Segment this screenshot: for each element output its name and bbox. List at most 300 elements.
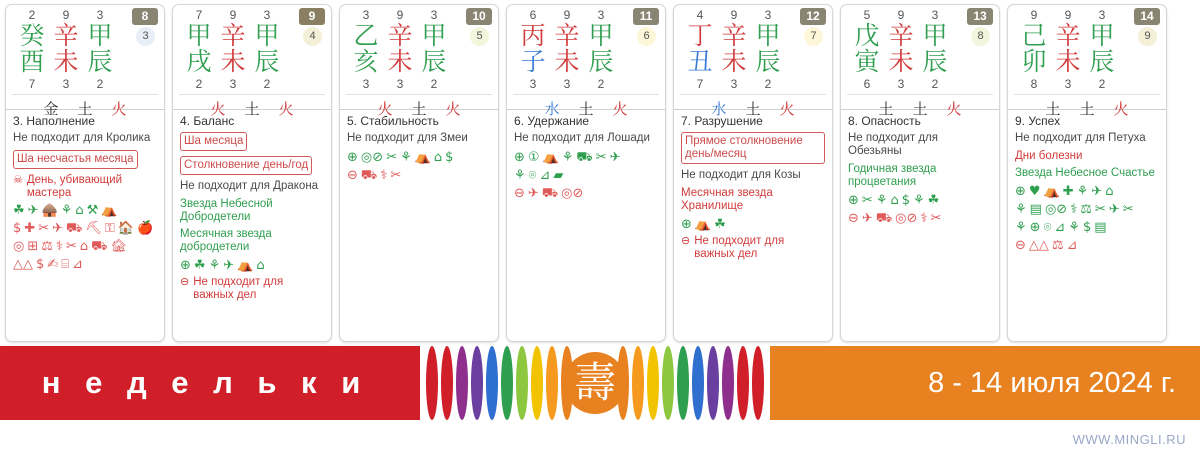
card-body — [173, 110, 331, 309]
activity-icon: ⊕ — [347, 150, 358, 165]
card-body — [841, 110, 999, 233]
activity-icon: ✚ — [24, 221, 36, 236]
activity-icon: ⚖ — [1051, 238, 1064, 253]
activity-icon: ◎⊘ — [360, 150, 384, 165]
activity-icon: 🏚 — [110, 239, 127, 254]
activity-icon: ⛺ — [101, 203, 118, 218]
activity-icon: ✂ — [595, 150, 607, 165]
activity-icon: ⊖ — [848, 211, 859, 226]
elements-row — [847, 95, 993, 123]
card-body — [507, 110, 665, 208]
activity-icon: 🍎 — [136, 221, 154, 236]
day-card[interactable] — [840, 4, 1000, 342]
activity-icon: ⛟ — [91, 239, 108, 254]
rainbow-stripe — [752, 346, 764, 420]
forbidden-icon: ⊖ — [180, 276, 190, 288]
bottom-numbers: 3 3 2 — [362, 77, 438, 91]
warning-box: Прямое столкновение день/месяц — [681, 132, 825, 164]
activity-icon: ⚘ — [208, 258, 221, 273]
element-glyph: 土 — [1045, 100, 1061, 118]
activity-icon: ⛟ — [576, 150, 593, 165]
star-number-circle: 3 — [136, 27, 155, 46]
element-glyph: 土 — [878, 100, 894, 118]
branch-glyph: 辰 — [755, 47, 781, 76]
rainbow-stripe — [677, 346, 689, 420]
activity-icon: ☘ — [13, 203, 25, 218]
activity-icon: ⌂ — [79, 239, 89, 254]
activity-icon: ✈ — [861, 211, 873, 226]
star-number-circle: 8 — [971, 27, 990, 46]
stem-glyph: 甲 — [588, 21, 614, 50]
card-header — [507, 5, 665, 118]
activity-icon: ☘ — [927, 193, 940, 208]
activity-icon: ⚘ — [400, 150, 412, 165]
note-text: Не подходит для Лошади — [514, 132, 650, 144]
activity-icon: ⚘ — [1015, 220, 1027, 235]
activity-icon: ⌂ — [75, 203, 84, 218]
activity-icon: $ — [901, 193, 911, 208]
activity-icon: ⊿ — [72, 257, 83, 272]
green-note: Звезда Небесное Счастье — [1015, 167, 1155, 179]
stem-glyph: 辛 — [220, 21, 246, 50]
activity-icon: ✂ — [386, 150, 398, 165]
element-glyph: 火 — [111, 100, 127, 118]
note-text: Не подходит для Дракона — [180, 180, 319, 192]
stem-glyph: 甲 — [186, 21, 212, 50]
activity-icon: ✍ — [47, 257, 59, 272]
marked-note — [180, 276, 324, 302]
activity-icon: ⛟ — [66, 221, 83, 236]
marked-note — [681, 235, 825, 261]
stem-glyph: 辛 — [387, 21, 413, 50]
activity-icon: ✈ — [527, 186, 539, 201]
activity-icon: ⊿ — [1066, 238, 1078, 253]
top-numbers: 7 9 3 — [195, 8, 271, 22]
activity-icon: ⛺ — [414, 150, 431, 165]
activity-icon: ☘ — [193, 258, 206, 273]
activity-icon: ⚘ — [514, 168, 526, 183]
earthly-branches — [1014, 48, 1160, 76]
branch-glyph: 未 — [220, 47, 246, 76]
activity-icon: ⚕ — [380, 168, 388, 183]
element-glyph: 火 — [377, 100, 393, 118]
element-glyph: 火 — [1113, 100, 1129, 118]
star-number-circle: 7 — [804, 27, 823, 46]
stem-glyph: 癸 — [19, 21, 45, 50]
card-title: 6. Удержание — [514, 114, 590, 128]
activity-icon: ⛟ — [541, 186, 559, 201]
footer-title: н е д е л ь к и — [0, 346, 420, 420]
activity-icon: ⌾ — [528, 168, 537, 183]
activity-icon: ⚕ — [1070, 202, 1078, 217]
forbidden-activity-icons — [848, 211, 992, 226]
activity-icon: ⊕ — [1015, 184, 1026, 199]
warning-box: Ша месяца — [180, 132, 247, 151]
element-glyph: 火 — [612, 100, 628, 118]
stem-glyph: 辛 — [554, 21, 580, 50]
activity-icon: $ — [36, 257, 45, 272]
activity-icon: ⚘ — [1068, 220, 1080, 235]
activity-icon: 🏠 — [117, 221, 134, 236]
branch-glyph: 丑 — [687, 47, 713, 76]
activity-icon: ⚘ — [561, 150, 574, 165]
activity-icon: ✂ — [1094, 202, 1106, 217]
activity-icon: ⊿ — [1054, 220, 1066, 235]
earthly-branches — [12, 48, 158, 76]
card-header — [841, 5, 999, 118]
rainbow-stripe — [632, 346, 644, 420]
branch-glyph: 辰 — [87, 47, 113, 76]
top-numbers: 2 9 3 — [28, 8, 104, 22]
elements-row — [179, 95, 325, 123]
card-body — [6, 110, 164, 279]
activity-icon: ⊕ — [1029, 220, 1041, 235]
day-number-badge: 13 — [967, 8, 993, 25]
rainbow-stripe — [486, 346, 498, 420]
allowed-activity-icons — [1015, 202, 1159, 217]
elements-row — [346, 95, 492, 123]
activity-icon: ▤ — [1029, 202, 1042, 217]
forbidden-icon: ⊖ — [1015, 238, 1026, 253]
day-card[interactable] — [172, 4, 332, 342]
activity-icon: ⚘ — [1015, 202, 1027, 217]
activity-icon: ⚘ — [60, 203, 73, 218]
activity-icon: △△ — [1028, 238, 1049, 253]
activity-icon: ⛺ — [237, 258, 254, 273]
marked-note-text: Не подходит для важных дел — [694, 235, 785, 260]
forbidden-activity-icons — [347, 168, 491, 183]
note-text: Не подходит для Петуха — [1015, 132, 1146, 144]
branch-glyph: 未 — [1055, 47, 1081, 76]
elements-row — [12, 95, 158, 123]
activity-icon: ▤ — [1094, 220, 1107, 235]
top-numbers: 3 9 3 — [362, 8, 438, 22]
star-number-circle: 6 — [637, 27, 656, 46]
red-note: Месячная звезда Хранилище — [681, 187, 773, 212]
card-header — [6, 5, 164, 118]
day-card[interactable] — [339, 4, 499, 342]
activity-icon: ⚘ — [1076, 184, 1089, 199]
green-note: Месячная звезда добродетели — [180, 228, 272, 253]
green-note: Звезда Небесной Добродетели — [180, 198, 273, 223]
day-number-badge: 11 — [633, 8, 659, 25]
stem-glyph: 己 — [1021, 21, 1047, 50]
day-number-badge: 9 — [299, 8, 325, 25]
marked-note — [13, 174, 157, 200]
marked-note-text: Не подходит для важных дел — [193, 276, 284, 301]
green-note: Годичная звезда процветания — [848, 163, 937, 188]
branch-glyph: 戌 — [186, 47, 212, 76]
allowed-activity-icons — [848, 193, 992, 208]
rainbow-stripe — [546, 346, 558, 420]
activity-icon: ◎ — [13, 239, 25, 254]
star-number-circle: 5 — [470, 27, 489, 46]
top-numbers: 4 9 3 — [696, 8, 772, 22]
note-text: Не подходит для Обезьяны — [848, 132, 938, 157]
activity-icon: ⚖ — [1080, 202, 1092, 217]
note-text: Не подходит для Козы — [681, 169, 801, 181]
card-body — [674, 110, 832, 268]
branch-glyph: 亥 — [353, 47, 379, 76]
activity-icon: ☘ — [714, 217, 726, 232]
activity-icon: ⊕ — [848, 193, 859, 208]
activity-icon: ✂ — [38, 221, 50, 236]
activity-icon: ⚕ — [920, 211, 928, 226]
branch-glyph: 寅 — [854, 47, 880, 76]
stem-glyph: 甲 — [87, 21, 113, 50]
stem-glyph: 辛 — [1055, 21, 1081, 50]
element-glyph: 火 — [210, 100, 226, 118]
activity-icon: ⚘ — [875, 193, 888, 208]
element-glyph: 水 — [711, 100, 727, 118]
activity-icon: ✂ — [65, 239, 77, 254]
earthly-branches — [346, 48, 492, 76]
stem-glyph: 甲 — [254, 21, 280, 50]
stem-glyph: 甲 — [922, 21, 948, 50]
rainbow-stripe — [441, 346, 453, 420]
stem-glyph: 丁 — [687, 21, 713, 50]
activity-icon: $ — [1082, 220, 1092, 235]
activity-icon: ⚖ — [41, 239, 53, 254]
branch-glyph: 未 — [387, 47, 413, 76]
rainbow-stripe — [456, 346, 468, 420]
activity-icon: ① — [527, 150, 540, 165]
branch-glyph: 未 — [888, 47, 914, 76]
activity-icon: ✈ — [609, 150, 621, 165]
activity-icon: ✈ — [1091, 184, 1103, 199]
note-text: Не подходит для Кролика — [13, 132, 151, 144]
note-text: Не подходит для Змеи — [347, 132, 468, 144]
allowed-activity-icons — [514, 168, 658, 183]
stem-glyph: 乙 — [353, 21, 379, 50]
branch-glyph: 酉 — [19, 47, 45, 76]
top-numbers: 9 9 3 — [1030, 8, 1106, 22]
stem-glyph: 辛 — [888, 21, 914, 50]
bottom-numbers: 8 3 2 — [1030, 77, 1106, 91]
activity-icon: $ — [445, 150, 454, 165]
card-header — [1008, 5, 1166, 118]
activity-icon: ⚕ — [55, 239, 63, 254]
day-number-badge: 12 — [800, 8, 826, 25]
rainbow-stripe — [516, 346, 528, 420]
activity-icon: ✂ — [1122, 202, 1134, 217]
element-glyph: 火 — [445, 100, 461, 118]
bottom-numbers: 7 3 2 — [28, 77, 104, 91]
top-numbers: 5 9 3 — [863, 8, 939, 22]
footer-rainbow — [420, 346, 770, 420]
element-glyph: 水 — [544, 100, 560, 118]
activity-icon: ✈ — [223, 258, 235, 273]
activity-icon: ⊕ — [681, 217, 692, 232]
card-title: 4. Баланс — [180, 114, 235, 128]
earthly-branches — [179, 48, 325, 76]
card-title: 5. Стабильность — [347, 114, 439, 128]
activity-icon: ♥ — [1028, 184, 1041, 199]
rainbow-stripe — [722, 346, 734, 420]
allowed-activity-icons — [1015, 184, 1159, 199]
allowed-activity-icons — [180, 258, 324, 273]
activity-icon: ⌂ — [256, 258, 265, 273]
stem-glyph: 戊 — [854, 21, 880, 50]
warning-box: Столкновение день/год — [180, 156, 312, 175]
allowed-activity-icons — [514, 150, 658, 165]
day-card[interactable] — [506, 4, 666, 342]
element-glyph: 土 — [77, 100, 93, 118]
element-glyph: 火 — [278, 100, 294, 118]
longevity-medallion-icon: 壽 — [564, 352, 626, 414]
element-glyph: 金 — [43, 100, 59, 118]
activity-icon: ✂ — [390, 168, 402, 183]
rainbow-stripe — [531, 346, 543, 420]
activity-icon: ✈ — [1108, 202, 1120, 217]
activity-icon: ⌂ — [433, 150, 443, 165]
branch-glyph: 未 — [554, 47, 580, 76]
earthly-branches — [847, 48, 993, 76]
forbidden-activity-icons — [13, 221, 157, 236]
element-glyph: 土 — [578, 100, 594, 118]
star-number-circle: 9 — [1138, 27, 1157, 46]
day-card[interactable] — [5, 4, 165, 342]
card-header — [340, 5, 498, 118]
element-glyph: 土 — [912, 100, 928, 118]
bottom-numbers: 3 3 2 — [529, 77, 605, 91]
footer-banner — [0, 346, 1200, 420]
rainbow-stripe — [737, 346, 749, 420]
red-note: Дни болезни — [1015, 150, 1083, 162]
stem-glyph: 甲 — [755, 21, 781, 50]
activity-icon: 🛖 — [41, 203, 58, 218]
branch-glyph: 辰 — [922, 47, 948, 76]
forbidden-activity-icons — [13, 239, 157, 254]
star-number-circle: 4 — [303, 27, 322, 46]
forbidden-activity-icons — [1015, 238, 1159, 253]
branch-glyph: 卯 — [1021, 47, 1047, 76]
activity-icon: ▰ — [553, 168, 564, 183]
activity-icon: ⊕ — [180, 258, 191, 273]
activity-icon: △△ — [13, 257, 33, 272]
day-number-badge: 10 — [466, 8, 492, 25]
stem-glyph: 辛 — [721, 21, 747, 50]
bottom-numbers: 2 3 2 — [195, 77, 271, 91]
earthly-branches — [680, 48, 826, 76]
activity-icon: ⛟ — [360, 168, 378, 183]
day-number-badge: 8 — [132, 8, 158, 25]
activity-icon: ✈ — [52, 221, 63, 236]
footer-date-range: 8 - 14 июля 2024 г. — [770, 346, 1200, 420]
allowed-activity-icons — [347, 150, 491, 165]
elements-row — [1014, 95, 1160, 123]
activity-icon: ◎⊘ — [561, 186, 584, 201]
branch-glyph: 未 — [721, 47, 747, 76]
card-title: 8. Опасность — [848, 114, 921, 128]
element-glyph: 火 — [779, 100, 795, 118]
activity-icon: ⛺ — [694, 217, 712, 232]
bottom-numbers: 7 3 2 — [696, 77, 772, 91]
activity-icon: ✈ — [27, 203, 39, 218]
activity-icon: ◎⊘ — [895, 211, 918, 226]
site-url[interactable]: WWW.MINGLI.RU — [1072, 432, 1186, 447]
activity-icon: ✚ — [1062, 184, 1074, 199]
forbidden-activity-icons — [514, 186, 658, 201]
forbidden-activity-icons — [13, 257, 157, 272]
branch-glyph: 子 — [520, 47, 546, 76]
card-header — [674, 5, 832, 118]
stem-glyph: 辛 — [53, 21, 79, 50]
branch-glyph: 辰 — [421, 47, 447, 76]
allowed-activity-icons — [13, 203, 157, 218]
branch-glyph: 未 — [53, 47, 79, 76]
activity-icon: ⛺ — [542, 150, 559, 165]
element-glyph: 土 — [745, 100, 761, 118]
activity-icon: ⌾ — [1043, 220, 1052, 235]
warning-box: Ша несчастья месяца — [13, 150, 138, 169]
activity-icon: ⌂ — [890, 193, 899, 208]
activity-icon: ⚒ — [86, 203, 99, 218]
day-card[interactable] — [1007, 4, 1167, 342]
activity-icon: ⊕ — [514, 150, 525, 165]
rainbow-stripe — [501, 346, 513, 420]
day-number-badge: 14 — [1134, 8, 1160, 25]
element-glyph: 火 — [946, 100, 962, 118]
activity-icon: ◎⊘ — [1044, 202, 1068, 217]
bottom-numbers: 6 3 2 — [863, 77, 939, 91]
activity-icon: ⊿ — [539, 168, 551, 183]
stem-glyph: 甲 — [421, 21, 447, 50]
day-card[interactable] — [673, 4, 833, 342]
branch-glyph: 辰 — [1089, 47, 1115, 76]
activity-icon: ⌂ — [1105, 184, 1114, 199]
element-glyph: 土 — [1079, 100, 1095, 118]
activity-icon: ⛏ — [85, 221, 102, 236]
elements-row — [680, 95, 826, 123]
card-body — [1008, 110, 1166, 260]
earthly-branches — [513, 48, 659, 76]
activity-icon: ⚿ — [104, 221, 115, 236]
card-title: 9. Успех — [1015, 114, 1061, 128]
forbidden-icon: ⊖ — [347, 168, 358, 183]
activity-icon: $ — [13, 221, 22, 236]
element-glyph: 土 — [244, 100, 260, 118]
activity-icon: ✂ — [930, 211, 942, 226]
activity-icon: ⊞ — [27, 239, 39, 254]
rainbow-stripe — [707, 346, 719, 420]
element-glyph: 土 — [411, 100, 427, 118]
card-header — [173, 5, 331, 118]
activity-icon: ⚘ — [913, 193, 925, 208]
rainbow-stripe — [471, 346, 483, 420]
forbidden-icon: ⊖ — [681, 235, 691, 247]
card-title: 3. Наполнение — [13, 114, 95, 128]
rainbow-stripe — [662, 346, 674, 420]
stem-glyph: 丙 — [520, 21, 546, 50]
card-title: 7. Разрушение — [681, 114, 763, 128]
rainbow-stripe — [426, 346, 438, 420]
activity-icon: ⛺ — [1043, 184, 1060, 199]
forbidden-icon: ☠ — [13, 174, 23, 186]
allowed-activity-icons — [681, 217, 825, 232]
activity-icon: ⌸ — [61, 257, 69, 272]
marked-note-text: День, убивающий мастера — [26, 174, 122, 199]
forbidden-icon: ⊖ — [514, 186, 525, 201]
activity-icon: ✂ — [861, 193, 873, 208]
top-numbers: 6 9 3 — [529, 8, 605, 22]
branch-glyph: 辰 — [588, 47, 614, 76]
rainbow-stripe — [692, 346, 704, 420]
rainbow-stripe — [647, 346, 659, 420]
activity-icon: ⛟ — [875, 211, 893, 226]
branch-glyph: 辰 — [254, 47, 280, 76]
stem-glyph: 甲 — [1089, 21, 1115, 50]
